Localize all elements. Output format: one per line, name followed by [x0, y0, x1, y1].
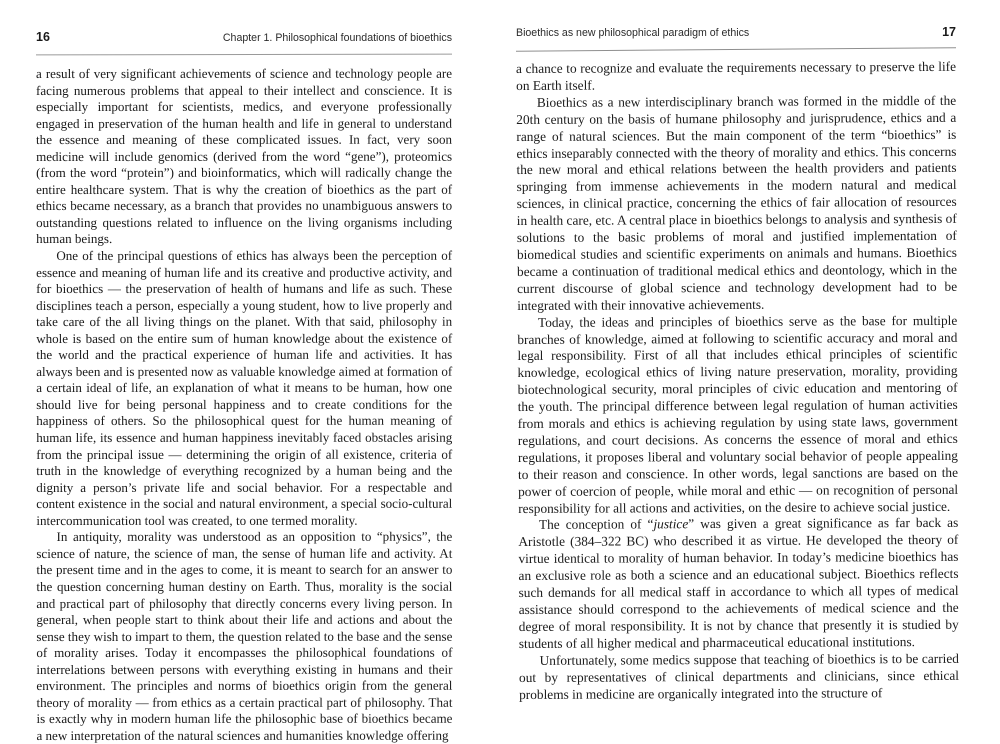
right-page-header-rule — [516, 47, 956, 51]
left-page-body — [36, 66, 452, 744]
paragraph: Today, the ideas and principles of bioethics serve as the base for multiple branches of knowledge, aimed at following to scientific accuracy and moral and legal responsibility. First of all that includes ethical principles of scientific knowledge, ecological ethics of living nature preservation, morality, providing biotechnological security, moral principles of civic education and mentoring of the youth. The principal difference between legal regulation of human activities from morals and ethics is achieving regulation by using state laws, government regulations, and court decisions. As concerns the essence of moral and ethics regulations, it proposes liberal and voluntary social behavior of people appealing to their reason and conscience. In other words, legal sanctions are based on the power of coercion of people, while moral and ethic — on recognition of personal responsibility for all actions and activities, on the desire to achieve social justice. — [517, 312, 959, 516]
right-page-running-head — [516, 25, 956, 47]
left-page-running-title: Chapter 1. Philosophical foundations of bioethics — [222, 32, 452, 44]
paragraph: a chance to recognize and evaluate the requirements necessary to preserve the life on Earth itself. — [516, 58, 957, 93]
paragraph: Bioethics as a new interdisciplinary branch was formed in the middle of the 20th century on the basis of humane philosophy and jurisprudence, ethics and a range of natural sciences. But the main component of the term “bioethics” is ethics inseparably connected with the theory of morality and ethics. This concerns the new moral and ethical relations between the health providers and patients springing from immense achievements in the modern natural and medical sciences, in clinical practice, concerning the ethics of fair allocation of resources in health care, etc. A central place in bioethics belongs to analysis and synthesis of solutions to the basic problems of moral and justified implementation of biomedical studies and scientific experiments on animals and humans. Bioethics became a continuation of traditional medical ethics and deontology, which in the current discourse of global science and technology development had to be integrated with their innovative achievements. — [516, 92, 958, 313]
left-page-running-head — [36, 30, 452, 52]
right-page-folio: 17 — [942, 25, 956, 39]
right-page-running-title: Bioethics as new philosophical paradigm of ethics — [516, 27, 750, 39]
right-page-body — [516, 59, 959, 704]
justice-italic-word: justice — [653, 516, 689, 532]
right-page — [500, 0, 1000, 711]
left-page — [0, 0, 500, 743]
paragraph: a result of very significant achievements of science and technology people are facing numerous problems that appeal to their intellect and conscience. It is especially important for scientists, medics, and everyone professionally engaged in preservation of the human health and life in general to understand the essence and meaning of these complicated issues. In fact, very soon medicine will include genomics (derived from the word “gene”), proteomics (from the word “protein”) and bioinformatics, which will radically change the entire healthcare system. That is why the creation of bioethics as the part of ethics became necessary, as a branch that provides no unambiguous answers to outstanding questions related to influence on the living organisms including human beings. — [36, 65, 453, 247]
paragraph: In antiquity, morality was understood as an opposition to “physics”, the science of nature, the science of man, the sense of human life and activity. At the present time and in the ages to come, it is meant to search for an answer to the question concerning human destiny on Earth. Thus, morality is the social and practical part of philosophy that directly concerns every living person. In general, when people start to think about their life and actions and about the sense they wish to impart to them, the question related to the base and the sense of morality arises. Today it encompasses the philosophical foundations of interrelations between persons with everything existing in humans and their environment. The principles and norms of bioethics origin from the general theory of morality — from ethics as a certain practical part of philosophy. That is exactly why in modern human life the philosophic base of bioethics became a new interpretation of the natural sciences and humanities knowledge offering — [36, 529, 453, 743]
justice-text-after: ” was given a great significance as far back as Aristotle (384–322 BC) who described it as virtue. He developed the theory of virtue identical to morality of human behavior. In today’s medicine bioethics has an exclusive role as both a science and an educational subject. Bioethics reflects such demands for all medical staff in accordance to which all types of medical assistance should correspond to the achievements of medical science and the degree of moral responsibility. It is not by chance that presently it is studied by students of all higher medical and pharmaceutical educational institutions. — [518, 515, 959, 651]
paragraph: One of the principal questions of ethics has always been the perception of essence and meaning of human life and its creative and productive activity, and for bioethics — the preservation of health of humans and life as such. These disciplines teach a person, especially a young student, how to live properly and take care of the all living things on the planet. With that said, philosophy in whole is based on the entire sum of human knowledge about the existence of the world and the practical experience of human life and activities. It has always been and is presented now as valuable knowledge aimed at formation of a certain ideal of life, an explanation of what it means to be human, how one should live for being personal happiness and to create conditions for the happiness of others. So the philosophical quest for the human meaning of human life, its essence and human happiness inevitably faced obstacles arising from the principal issue — determining the origin of all existence, criteria of truth in the knowledge of everything recognized by a human being and the dignity a person’s private life and social behavior. For a respectable and content existence in the social and natural environment, a special socio-cultural intercommunication tool was created, to one termed morality. — [36, 247, 453, 528]
justice-text-before: The conception of “ — [538, 516, 654, 533]
paragraph-justice — [518, 515, 959, 652]
left-page-folio: 16 — [36, 30, 50, 44]
paragraph: Unfortunately, some medics suppose that teaching of bioethics is to be carried out by representatives of clinical departments and clinicians, since ethical problems in medicine are organically integrated into the structure of — [518, 650, 960, 702]
left-page-header-rule — [36, 54, 452, 56]
